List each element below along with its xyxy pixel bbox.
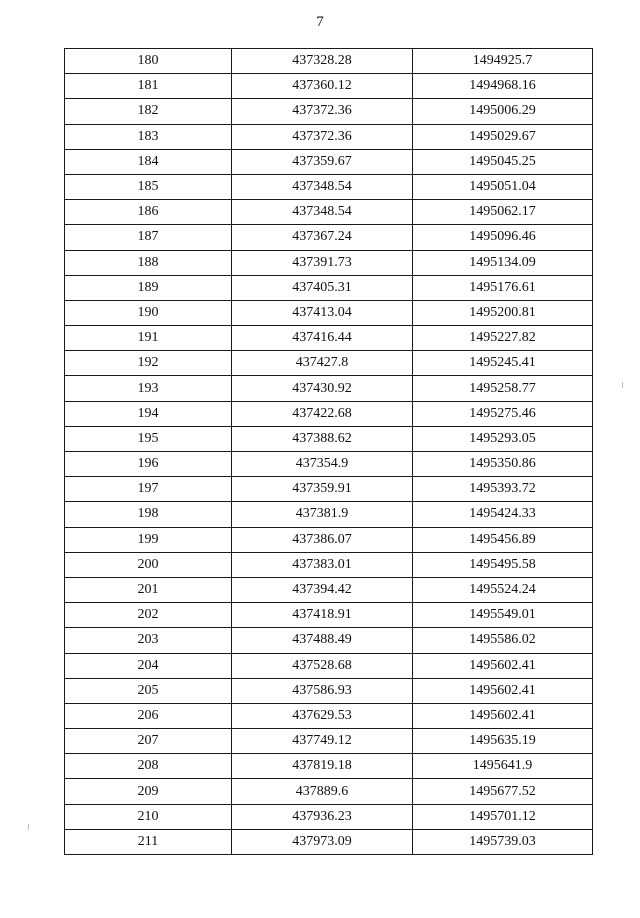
x-coordinate-cell: 437430.92	[232, 376, 413, 401]
point-number-cell: 194	[65, 401, 232, 426]
point-number-cell: 181	[65, 74, 232, 99]
x-coordinate-cell: 437973.09	[232, 829, 413, 854]
point-number-cell: 199	[65, 527, 232, 552]
y-coordinate-cell: 1495602.41	[413, 703, 593, 728]
y-coordinate-cell: 1495524.24	[413, 577, 593, 602]
y-coordinate-cell: 1495029.67	[413, 124, 593, 149]
point-number-cell: 191	[65, 326, 232, 351]
y-coordinate-cell: 1495602.41	[413, 678, 593, 703]
y-coordinate-cell: 1495495.58	[413, 552, 593, 577]
x-coordinate-cell: 437354.9	[232, 452, 413, 477]
x-coordinate-cell: 437405.31	[232, 275, 413, 300]
scan-mark	[622, 382, 623, 388]
x-coordinate-cell: 437413.04	[232, 300, 413, 325]
point-number-cell: 186	[65, 200, 232, 225]
x-coordinate-cell: 437372.36	[232, 124, 413, 149]
scan-mark	[28, 824, 29, 830]
x-coordinate-cell: 437586.93	[232, 678, 413, 703]
y-coordinate-cell: 1494925.7	[413, 49, 593, 74]
table-row	[65, 779, 593, 804]
point-number-cell: 180	[65, 49, 232, 74]
x-coordinate-cell: 437383.01	[232, 552, 413, 577]
table-row	[65, 250, 593, 275]
point-number-cell: 189	[65, 275, 232, 300]
y-coordinate-cell: 1495258.77	[413, 376, 593, 401]
x-coordinate-cell: 437359.67	[232, 149, 413, 174]
table-row	[65, 552, 593, 577]
table-row	[65, 200, 593, 225]
y-coordinate-cell: 1495549.01	[413, 603, 593, 628]
table-row	[65, 477, 593, 502]
table-row	[65, 351, 593, 376]
point-number-cell: 197	[65, 477, 232, 502]
point-number-cell: 190	[65, 300, 232, 325]
y-coordinate-cell: 1495393.72	[413, 477, 593, 502]
y-coordinate-cell: 1495275.46	[413, 401, 593, 426]
page-number: 7	[316, 14, 324, 30]
x-coordinate-cell: 437418.91	[232, 603, 413, 628]
x-coordinate-cell: 437360.12	[232, 74, 413, 99]
y-coordinate-cell: 1495424.33	[413, 502, 593, 527]
table-row	[65, 300, 593, 325]
x-coordinate-cell: 437386.07	[232, 527, 413, 552]
x-coordinate-cell: 437381.9	[232, 502, 413, 527]
point-number-cell: 195	[65, 426, 232, 451]
y-coordinate-cell: 1495245.41	[413, 351, 593, 376]
table-row	[65, 275, 593, 300]
table-row	[65, 754, 593, 779]
table-row	[65, 452, 593, 477]
x-coordinate-cell: 437359.91	[232, 477, 413, 502]
coordinates-table-body	[65, 49, 593, 855]
x-coordinate-cell: 437348.54	[232, 174, 413, 199]
point-number-cell: 207	[65, 729, 232, 754]
y-coordinate-cell: 1494968.16	[413, 74, 593, 99]
point-number-cell: 206	[65, 703, 232, 728]
table-row	[65, 653, 593, 678]
table-row	[65, 426, 593, 451]
table-row	[65, 49, 593, 74]
point-number-cell: 187	[65, 225, 232, 250]
table-row	[65, 527, 593, 552]
point-number-cell: 183	[65, 124, 232, 149]
x-coordinate-cell: 437348.54	[232, 200, 413, 225]
x-coordinate-cell: 437422.68	[232, 401, 413, 426]
point-number-cell: 192	[65, 351, 232, 376]
point-number-cell: 209	[65, 779, 232, 804]
y-coordinate-cell: 1495602.41	[413, 653, 593, 678]
x-coordinate-cell: 437328.28	[232, 49, 413, 74]
x-coordinate-cell: 437528.68	[232, 653, 413, 678]
point-number-cell: 198	[65, 502, 232, 527]
point-number-cell: 185	[65, 174, 232, 199]
y-coordinate-cell: 1495677.52	[413, 779, 593, 804]
point-number-cell: 193	[65, 376, 232, 401]
table-row	[65, 149, 593, 174]
table-row	[65, 577, 593, 602]
x-coordinate-cell: 437749.12	[232, 729, 413, 754]
point-number-cell: 203	[65, 628, 232, 653]
point-number-cell: 182	[65, 99, 232, 124]
table-row	[65, 628, 593, 653]
point-number-cell: 208	[65, 754, 232, 779]
coordinates-table	[64, 48, 593, 855]
y-coordinate-cell: 1495586.02	[413, 628, 593, 653]
x-coordinate-cell: 437367.24	[232, 225, 413, 250]
y-coordinate-cell: 1495051.04	[413, 174, 593, 199]
point-number-cell: 196	[65, 452, 232, 477]
y-coordinate-cell: 1495739.03	[413, 829, 593, 854]
point-number-cell: 200	[65, 552, 232, 577]
y-coordinate-cell: 1495701.12	[413, 804, 593, 829]
y-coordinate-cell: 1495635.19	[413, 729, 593, 754]
table-row	[65, 401, 593, 426]
table-row	[65, 326, 593, 351]
table-row	[65, 99, 593, 124]
y-coordinate-cell: 1495200.81	[413, 300, 593, 325]
table-row	[65, 74, 593, 99]
point-number-cell: 205	[65, 678, 232, 703]
y-coordinate-cell: 1495227.82	[413, 326, 593, 351]
y-coordinate-cell: 1495456.89	[413, 527, 593, 552]
x-coordinate-cell: 437388.62	[232, 426, 413, 451]
table-row	[65, 376, 593, 401]
x-coordinate-cell: 437391.73	[232, 250, 413, 275]
table-row	[65, 829, 593, 854]
x-coordinate-cell: 437889.6	[232, 779, 413, 804]
x-coordinate-cell: 437488.49	[232, 628, 413, 653]
table-row	[65, 703, 593, 728]
point-number-cell: 201	[65, 577, 232, 602]
table-row	[65, 174, 593, 199]
y-coordinate-cell: 1495134.09	[413, 250, 593, 275]
x-coordinate-cell: 437394.42	[232, 577, 413, 602]
point-number-cell: 210	[65, 804, 232, 829]
y-coordinate-cell: 1495176.61	[413, 275, 593, 300]
x-coordinate-cell: 437819.18	[232, 754, 413, 779]
x-coordinate-cell: 437936.23	[232, 804, 413, 829]
x-coordinate-cell: 437427.8	[232, 351, 413, 376]
y-coordinate-cell: 1495293.05	[413, 426, 593, 451]
x-coordinate-cell: 437372.36	[232, 99, 413, 124]
point-number-cell: 204	[65, 653, 232, 678]
point-number-cell: 202	[65, 603, 232, 628]
point-number-cell: 211	[65, 829, 232, 854]
table-row	[65, 804, 593, 829]
y-coordinate-cell: 1495006.29	[413, 99, 593, 124]
point-number-cell: 188	[65, 250, 232, 275]
table-row	[65, 124, 593, 149]
y-coordinate-cell: 1495350.86	[413, 452, 593, 477]
table-row	[65, 502, 593, 527]
y-coordinate-cell: 1495096.46	[413, 225, 593, 250]
y-coordinate-cell: 1495045.25	[413, 149, 593, 174]
y-coordinate-cell: 1495641.9	[413, 754, 593, 779]
table-row	[65, 678, 593, 703]
table-row	[65, 603, 593, 628]
point-number-cell: 184	[65, 149, 232, 174]
x-coordinate-cell: 437629.53	[232, 703, 413, 728]
x-coordinate-cell: 437416.44	[232, 326, 413, 351]
y-coordinate-cell: 1495062.17	[413, 200, 593, 225]
table-row	[65, 225, 593, 250]
table-row	[65, 729, 593, 754]
